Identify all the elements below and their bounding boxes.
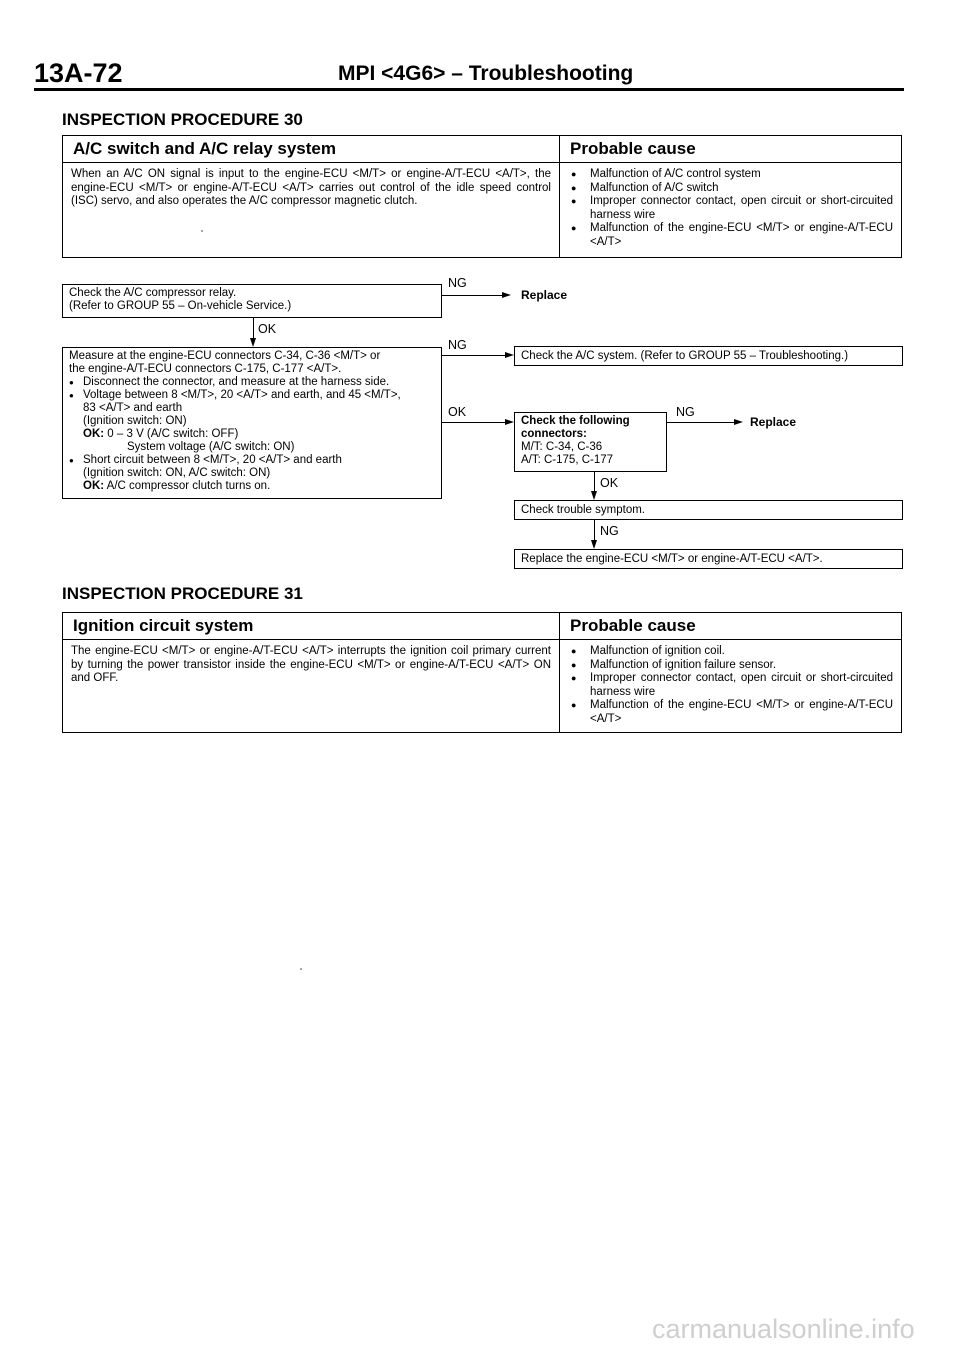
procedure-31-table (62, 612, 902, 733)
cause-item: ● Improper connector contact, open circuit or short-circuited harness wire (568, 195, 893, 222)
flow-line (442, 355, 505, 356)
step-replace-ecu: Replace the engine-ECU <M/T> or engine-A/T-ECU <A/T>. (514, 549, 903, 569)
page-number: 13A-72 (34, 58, 123, 88)
step-text: Check the following (521, 415, 630, 427)
procedure-30-table-body (63, 163, 901, 257)
title-rule (34, 88, 904, 91)
page-title: MPI <4G6> – Troubleshooting (338, 62, 634, 85)
ok-criteria-label: OK: (83, 480, 105, 492)
scan-speck (201, 230, 203, 232)
procedure-30-table (62, 135, 902, 258)
ng-label: NG (600, 524, 619, 538)
ok-label: OK (600, 476, 619, 490)
step-check-ac-system: Check the A/C system. (Refer to GROUP 55 – Troubleshooting.) (514, 346, 903, 366)
step-text: connectors: (521, 428, 587, 440)
ok-criteria-value: System voltage (A/C switch: ON) (127, 441, 295, 453)
system-title: A/C switch and A/C relay system (63, 136, 560, 162)
cause-item: ● Improper connector contact, open circuit or short-circuited harness wire (568, 672, 893, 699)
step-text: Measure at the engine-ECU connectors C-34, C-36 <M/T> or (69, 350, 381, 362)
procedure-31-table-body (63, 640, 901, 732)
ok-criteria-label: OK: (83, 428, 105, 440)
flow-line (442, 295, 502, 296)
cause-item: ● Malfunction of ignition coil. (568, 645, 893, 659)
ok-criteria-value: 0 – 3 V (A/C switch: OFF) (107, 428, 239, 440)
ng-label: NG (676, 405, 695, 419)
step-text: (Refer to GROUP 55 – On-vehicle Service.) (69, 300, 292, 312)
arrow-right-icon (505, 352, 514, 358)
arrow-down-icon (250, 338, 256, 347)
step-text: A/T: C-175, C-177 (521, 454, 614, 466)
ok-label: OK (258, 322, 277, 336)
cause-item: ● Malfunction of A/C control system (568, 168, 893, 182)
arrow-right-icon (734, 419, 743, 425)
ng-label: NG (448, 338, 467, 352)
flow-line (442, 422, 505, 423)
replace-action: Replace (750, 415, 797, 429)
scan-speck (300, 968, 302, 970)
step-bullet: ● Voltage between 8 <M/T>, 20 <A/T> and earth, and 45 <M/T>, (69, 389, 435, 402)
procedure-30-table-header (63, 136, 901, 163)
step-check-trouble-symptom: Check trouble symptom. (514, 500, 903, 520)
probable-cause-list (560, 163, 901, 257)
probable-cause-list (560, 640, 901, 732)
step-text: 83 <A/T> and earth (83, 402, 183, 414)
step-check-compressor-relay (62, 284, 442, 318)
replace-action: Replace (521, 288, 568, 302)
watermark: carmanualsonline.info (652, 1314, 915, 1344)
cause-item: ● Malfunction of A/C switch (568, 182, 893, 196)
step-text: the engine-A/T-ECU connectors C-175, C-177 <A/T>. (69, 363, 342, 375)
step-text: M/T: C-34, C-36 (521, 441, 603, 453)
cause-item: ● Malfunction of ignition failure sensor. (568, 659, 893, 673)
step-measure-ecu-connectors (62, 347, 442, 499)
flow-line (594, 520, 595, 541)
ok-criteria-value: A/C compressor clutch turns on. (106, 480, 271, 492)
step-bullet: ● Short circuit between 8 <M/T>, 20 <A/T> and earth (69, 454, 435, 467)
step-text: (Ignition switch: ON, A/C switch: ON) (83, 467, 271, 479)
procedure-30-heading: INSPECTION PROCEDURE 30 (62, 110, 303, 129)
system-description: When an A/C ON signal is input to the engine-ECU <M/T> or engine-A/T-ECU <A/T>, the engine-ECU <M/T> or engine-A/T-ECU <A/T> carries out control of the idle speed control (ISC) servo, and also operates the A/C compressor magnetic clutch. (63, 163, 560, 257)
probable-cause-title: Probable cause (570, 616, 696, 635)
cause-item: ● Malfunction of the engine-ECU <M/T> or engine-A/T-ECU <A/T> (568, 699, 893, 726)
flow-line (594, 472, 595, 492)
arrow-down-icon (591, 540, 597, 549)
flow-line (667, 422, 734, 423)
arrow-right-icon (505, 419, 514, 425)
arrow-down-icon (591, 491, 597, 500)
flow-line (253, 318, 254, 339)
step-bullet: ● Disconnect the connector, and measure at the harness side. (69, 376, 435, 389)
system-description: The engine-ECU <M/T> or engine-A/T-ECU <A/T> interrupts the ignition coil primary current by turning the power transistor inside the engine-ECU <M/T> or engine-A/T-ECU <A/T> ON and OFF. (63, 640, 560, 732)
procedure-31-table-header (63, 613, 901, 640)
system-title: Ignition circuit system (63, 613, 560, 639)
step-text: Check the A/C compressor relay. (69, 287, 237, 299)
arrow-right-icon (502, 292, 511, 298)
step-text: (Ignition switch: ON) (83, 415, 187, 427)
cause-item: ● Malfunction of the engine-ECU <M/T> or engine-A/T-ECU <A/T> (568, 222, 893, 249)
ng-label: NG (448, 276, 467, 290)
probable-cause-title: Probable cause (570, 139, 696, 158)
ok-label: OK (448, 405, 467, 419)
step-check-connectors (514, 412, 667, 472)
procedure-31-heading: INSPECTION PROCEDURE 31 (62, 584, 303, 603)
